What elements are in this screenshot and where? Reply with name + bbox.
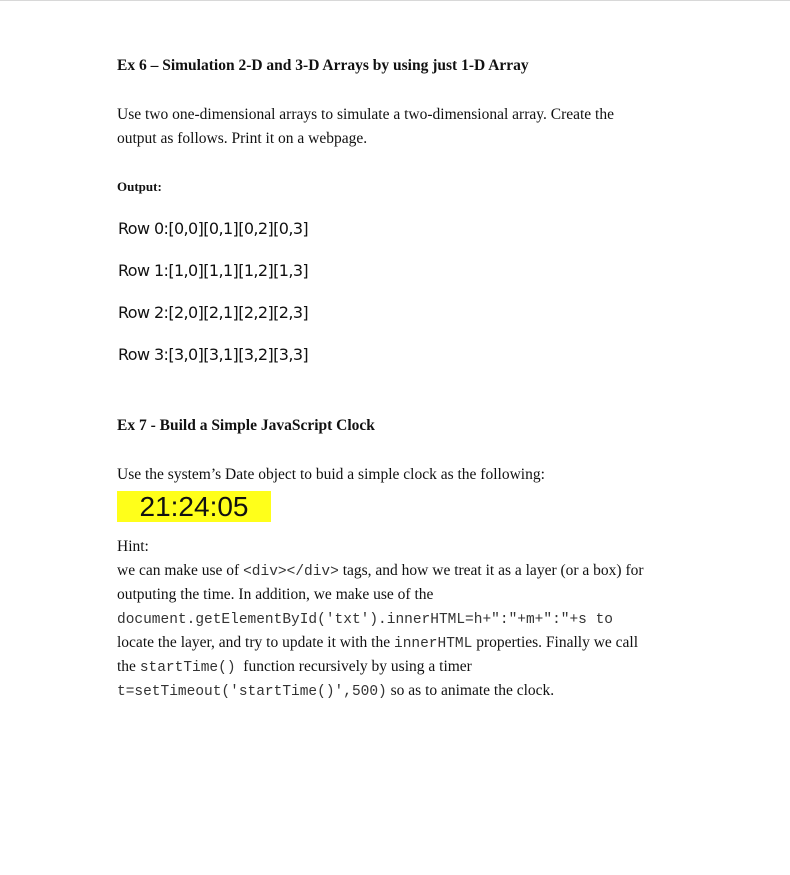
output-row-0: Row 0:[0,0][0,1][0,2][0,3] xyxy=(118,219,309,238)
hint-label: Hint: xyxy=(117,538,149,555)
page-top-border xyxy=(0,0,790,1)
ex6-heading: Ex 6 – Simulation 2-D and 3-D Arrays by using just 1-D Array xyxy=(117,57,529,74)
hint-line-2: outputing the time. In addition, we make use of the xyxy=(117,586,434,603)
ex6-description-line-1: Use two one-dimensional arrays to simulate a two-dimensional array. Create the xyxy=(117,106,614,123)
hint-line-6 xyxy=(117,679,554,704)
hint-line-4-text-a: locate the layer, and try to update it with the xyxy=(117,634,394,651)
ex7-intro: Use the system’s Date object to buid a simple clock as the following: xyxy=(117,466,545,483)
clock-display: 21:24:05 xyxy=(117,491,271,522)
hint-line-1-text-b: tags, and how we treat it as a layer (or a box) for xyxy=(338,562,644,579)
hint-line-5 xyxy=(117,655,472,680)
ex6-description-line-2: output as follows. Print it on a webpage. xyxy=(117,130,368,147)
hint-settimeout-code: t=setTimeout('startTime()',500) xyxy=(117,684,387,700)
output-row-3: Row 3:[3,0][3,1][3,2][3,3] xyxy=(118,345,309,364)
hint-starttime-code: startTime() xyxy=(139,660,236,676)
hint-line-4-text-b: properties. Finally we call xyxy=(472,634,639,651)
hint-line-3 xyxy=(117,607,613,632)
hint-line-1 xyxy=(117,559,644,584)
hint-line-6-text-b: so as to animate the clock. xyxy=(386,682,555,699)
hint-line-5-text-a: the xyxy=(117,658,140,675)
hint-line-1-text-a: we can make use of xyxy=(117,562,244,579)
hint-div-tag-code: <div></div> xyxy=(243,564,339,580)
ex7-heading: Ex 7 - Build a Simple JavaScript Clock xyxy=(117,417,375,434)
output-row-2: Row 2:[2,0][2,1][2,2][2,3] xyxy=(118,303,309,322)
output-label: Output: xyxy=(117,179,162,194)
hint-line-4 xyxy=(117,631,638,656)
hint-innerhtml-code: innerHTML xyxy=(394,636,473,652)
hint-line-5-text-b: function recursively by using a timer xyxy=(235,658,472,675)
output-row-1: Row 1:[1,0][1,1][1,2][1,3] xyxy=(118,261,309,280)
hint-innerhtml-assignment-code: document.getElementById('txt').innerHTML=h+":"+m+":"+s to xyxy=(117,612,613,628)
